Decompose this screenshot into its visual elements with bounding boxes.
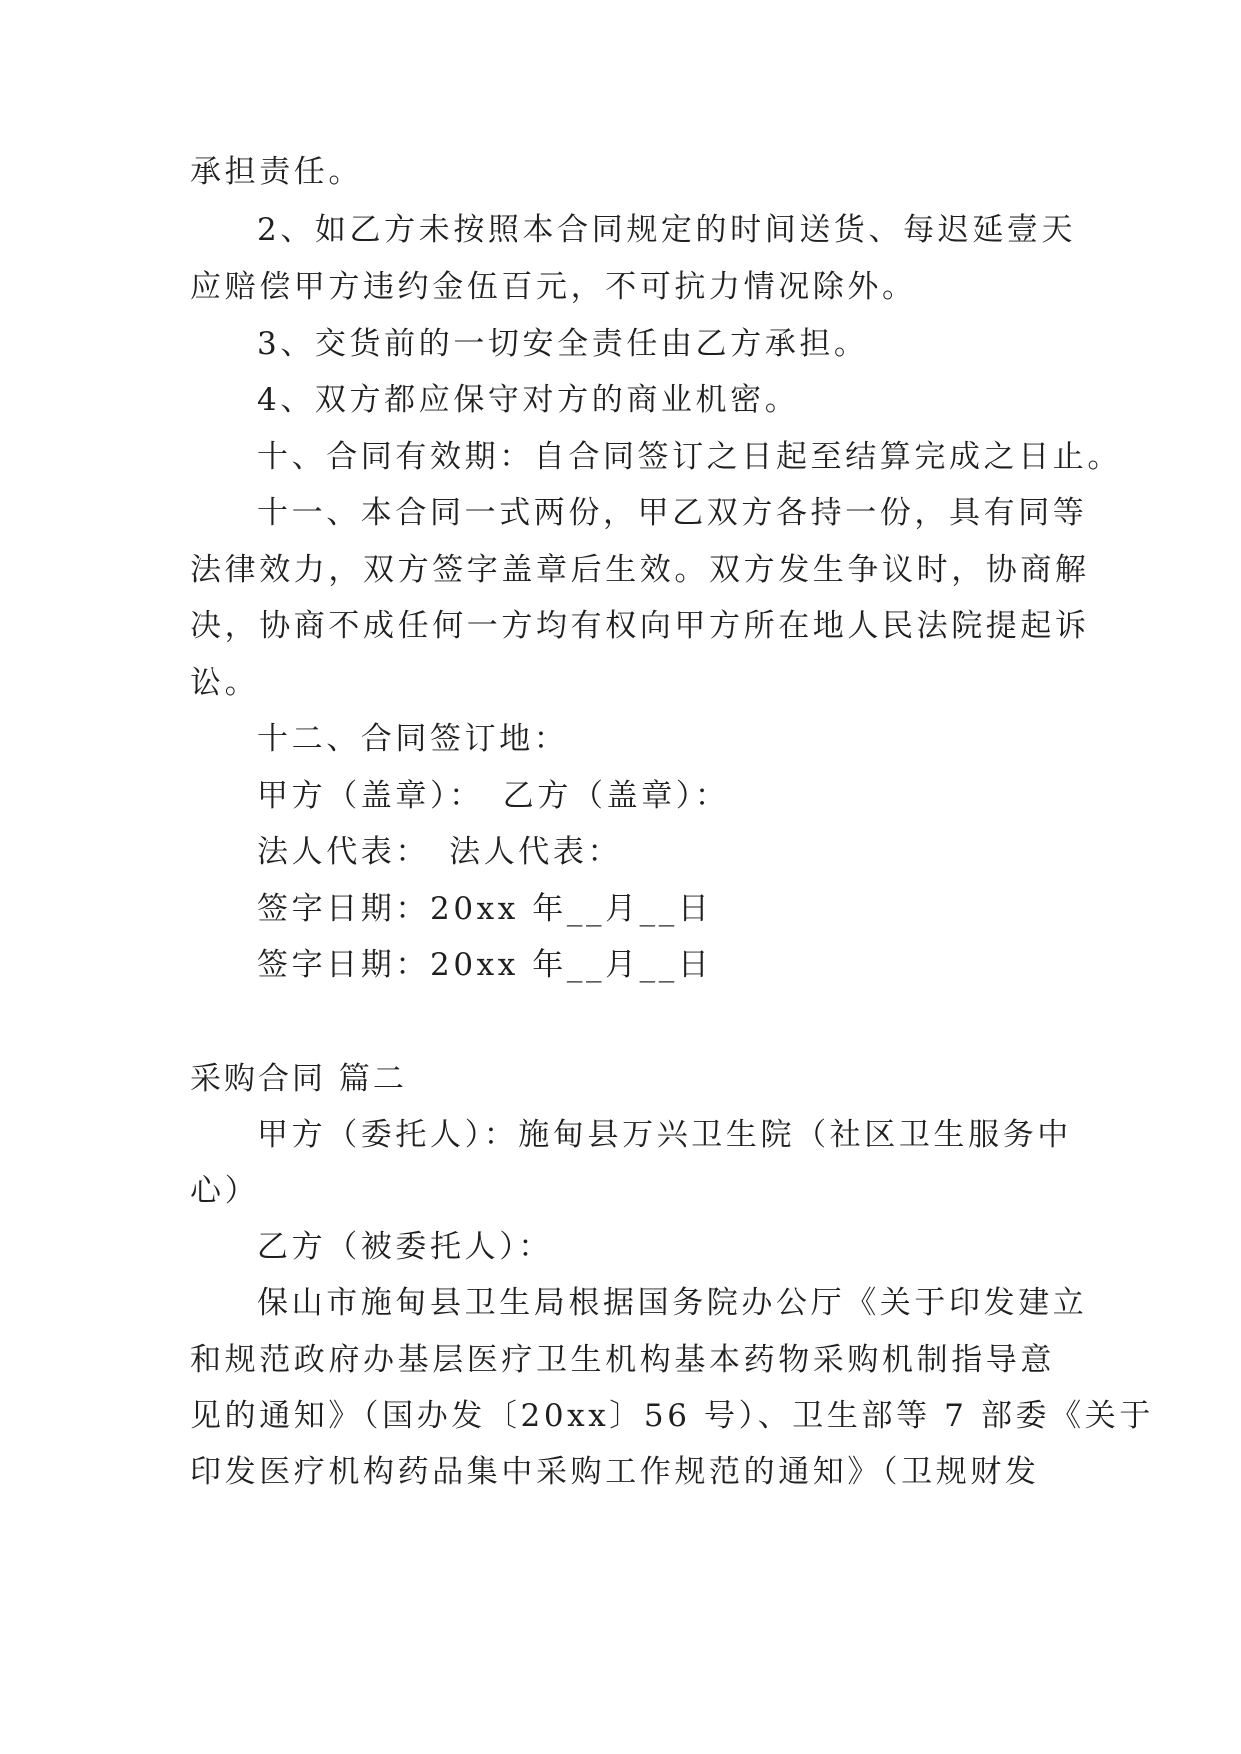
paragraph-line: 法律效力，双方签字盖章后生效。双方发生争议时，协商解 (190, 552, 1090, 588)
paragraph-line: 应赔偿甲方违约金伍百元，不可抗力情况除外。 (190, 269, 917, 305)
paragraph-line: 甲方（委托人）：施甸县万兴卫生院（社区卫生服务中 (257, 1117, 1072, 1153)
paragraph-line: 乙方（被委托人）： (257, 1229, 553, 1265)
paragraph-line: 印发医疗机构药品集中采购工作规范的通知》（卫规财发 (190, 1454, 1040, 1490)
paragraph-line: 保山市施甸县卫生局根据国务院办公厅《关于印发建立 (257, 1285, 1088, 1321)
paragraph-line: 决，协商不成任何一方均有权向甲方所在地人民法院提起诉 (190, 608, 1090, 644)
paragraph-line: 2、如乙方未按照本合同规定的时间送货、每迟延壹天 (257, 212, 1077, 248)
paragraph-line: 和规范政府办基层医疗卫生机构基本药物采购机制指导意 (190, 1342, 1055, 1378)
paragraph-line: 承担责任。 (190, 154, 363, 190)
paragraph-line: 心） (190, 1173, 260, 1209)
paragraph-line: 十二、合同签订地： (257, 721, 569, 757)
paragraph-line: 4、双方都应保守对方的商业机密。 (257, 382, 800, 418)
section-heading: 采购合同 篇二 (190, 1061, 407, 1097)
paragraph-line: 十一、本合同一式两份，甲乙双方各持一份，具有同等 (257, 495, 1088, 531)
paragraph-line: 十、合同有效期：自合同签订之日起至结算完成之日止。 (257, 439, 1122, 475)
signature-line-representative: 法人代表： 法人代表： (257, 834, 623, 870)
paragraph-line: 见的通知》（国办发〔20xx〕56 号）、卫生部等 7 部委《关于 (190, 1398, 1154, 1434)
paragraph-line: 讼。 (190, 665, 260, 701)
paragraph-line: 3、交货前的一切安全责任由乙方承担。 (257, 326, 869, 362)
signature-line-date: 签字日期：20xx 年__月__日 (257, 891, 713, 927)
signature-line-seal: 甲方（盖章）： 乙方（盖章）： (257, 778, 730, 814)
signature-line-date: 签字日期：20xx 年__月__日 (257, 947, 713, 983)
